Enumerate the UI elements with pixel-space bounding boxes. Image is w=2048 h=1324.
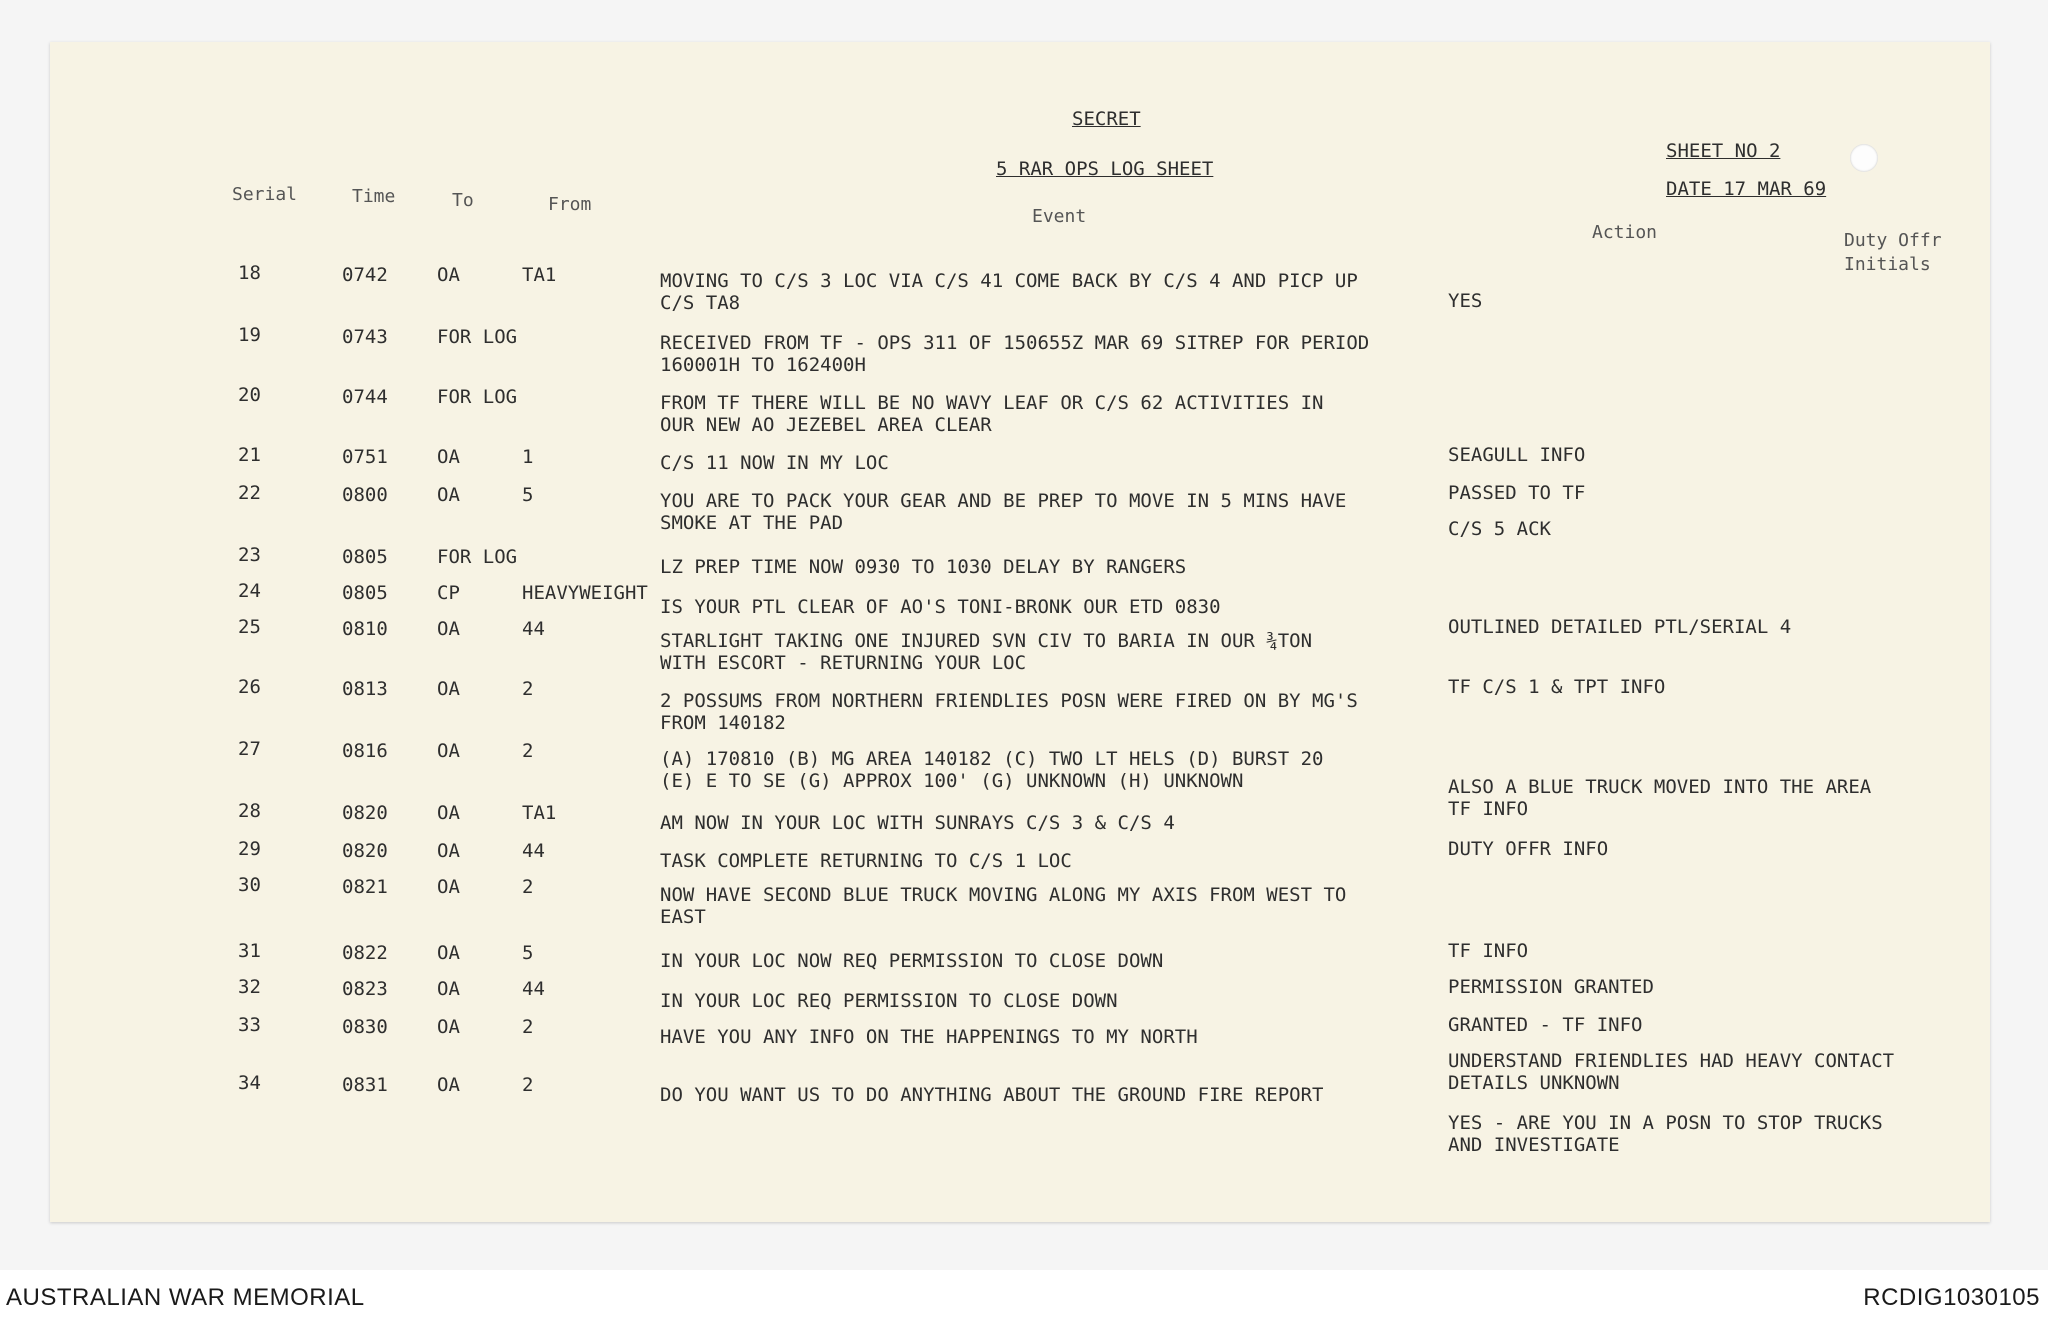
entry-to: FOR LOG [437, 546, 518, 568]
entry-event-line: RECEIVED FROM TF - OPS 311 OF 150655Z MAR 69 SITREP FOR PERIOD [660, 332, 1370, 354]
entry-to: OA [437, 876, 460, 898]
entry-action-line: TF INFO [1448, 940, 1529, 962]
entry-from: 5 [522, 484, 534, 506]
entry-to: OA [437, 840, 460, 862]
col-header-duty-offr: Duty Offr [1844, 230, 1942, 251]
entry-from: 2 [522, 1016, 534, 1038]
entry-to: OA [437, 618, 460, 640]
entry-to: OA [437, 484, 460, 506]
entry-event-line: FROM TF THERE WILL BE NO WAVY LEAF OR C/S 62 ACTIVITIES IN [660, 392, 1324, 414]
entry-event-line: DO YOU WANT US TO DO ANYTHING ABOUT THE GROUND FIRE REPORT [660, 1084, 1324, 1106]
entry-time: 0830 [342, 1016, 388, 1038]
entry-serial: 24 [238, 580, 261, 602]
col-header-from: From [548, 194, 592, 215]
entry-event-line: HAVE YOU ANY INFO ON THE HAPPENINGS TO MY NORTH [660, 1026, 1198, 1048]
entry-from: 1 [522, 446, 534, 468]
entry-time: 0823 [342, 978, 388, 1000]
entry-serial: 20 [238, 384, 261, 406]
entry-to: OA [437, 942, 460, 964]
entry-from: HEAVYWEIGHT [522, 582, 648, 604]
entry-serial: 28 [238, 800, 261, 822]
punch-hole [1850, 144, 1878, 172]
entry-from: 2 [522, 1074, 534, 1096]
entry-time: 0744 [342, 386, 388, 408]
entry-event-line: OUR NEW AO JEZEBEL AREA CLEAR [660, 414, 992, 436]
entry-time: 0805 [342, 582, 388, 604]
entry-serial: 30 [238, 874, 261, 896]
entry-action-line: AND INVESTIGATE [1448, 1134, 1620, 1156]
entry-to: FOR LOG [437, 386, 518, 408]
entry-event-line: YOU ARE TO PACK YOUR GEAR AND BE PREP TO MOVE IN 5 MINS HAVE [660, 490, 1347, 512]
entry-serial: 23 [238, 544, 261, 566]
entry-serial: 25 [238, 616, 261, 638]
entry-from: 2 [522, 740, 534, 762]
entry-from: 44 [522, 618, 545, 640]
entry-time: 0831 [342, 1074, 388, 1096]
entry-event-line: FROM 140182 [660, 712, 786, 734]
entry-serial: 33 [238, 1014, 261, 1036]
entry-event-line: C/S 11 NOW IN MY LOC [660, 452, 889, 474]
entry-to: OA [437, 264, 460, 286]
entry-from: 44 [522, 978, 545, 1000]
entry-time: 0820 [342, 802, 388, 824]
entry-action-line: SEAGULL INFO [1448, 444, 1586, 466]
col-header-action: Action [1592, 222, 1658, 243]
entry-event-line: NOW HAVE SECOND BLUE TRUCK MOVING ALONG MY AXIS FROM WEST TO [660, 884, 1347, 906]
entry-serial: 18 [238, 262, 261, 284]
sheet-date: DATE 17 MAR 69 [1666, 178, 1827, 200]
entry-event-line: C/S TA8 [660, 292, 741, 314]
col-header-time: Time [352, 186, 396, 207]
footer-record-id: RCDIG1030105 [1863, 1284, 2040, 1311]
sheet-title: 5 RAR OPS LOG SHEET [996, 158, 1214, 180]
sheet-number: SHEET NO 2 [1666, 140, 1781, 162]
entry-event-line: 2 POSSUMS FROM NORTHERN FRIENDLIES POSN WERE FIRED ON BY MG'S [660, 690, 1358, 712]
entry-action-line: UNDERSTAND FRIENDLIES HAD HEAVY CONTACT [1448, 1050, 1895, 1072]
col-header-to: To [452, 190, 474, 211]
entry-from: 44 [522, 840, 545, 862]
archive-footer [0, 1270, 2048, 1324]
entry-serial: 22 [238, 482, 261, 504]
entry-from: TA1 [522, 802, 557, 824]
entry-serial: 29 [238, 838, 261, 860]
entry-event-line: TASK COMPLETE RETURNING TO C/S 1 LOC [660, 850, 1072, 872]
entry-action-line: TF C/S 1 & TPT INFO [1448, 676, 1666, 698]
entry-event-line: IN YOUR LOC NOW REQ PERMISSION TO CLOSE DOWN [660, 950, 1164, 972]
entry-event-line: 160001H TO 162400H [660, 354, 866, 376]
entry-event-line: WITH ESCORT - RETURNING YOUR LOC [660, 652, 1027, 674]
entry-action-line: ALSO A BLUE TRUCK MOVED INTO THE AREA [1448, 776, 1872, 798]
entry-to: OA [437, 1016, 460, 1038]
entry-event-line: MOVING TO C/S 3 LOC VIA C/S 41 COME BACK BY C/S 4 AND PICP UP [660, 270, 1358, 292]
entry-event-line: AM NOW IN YOUR LOC WITH SUNRAYS C/S 3 & C/S 4 [660, 812, 1175, 834]
entry-time: 0810 [342, 618, 388, 640]
col-header-serial: Serial [232, 184, 298, 205]
entry-to: OA [437, 740, 460, 762]
entry-time: 0813 [342, 678, 388, 700]
entry-time: 0816 [342, 740, 388, 762]
entry-time: 0800 [342, 484, 388, 506]
entry-action-line: OUTLINED DETAILED PTL/SERIAL 4 [1448, 616, 1792, 638]
entry-event-line: (A) 170810 (B) MG AREA 140182 (C) TWO LT HELS (D) BURST 20 [660, 748, 1324, 770]
entry-serial: 34 [238, 1072, 261, 1094]
col-header-event: Event [1032, 206, 1087, 227]
entry-event-line: IS YOUR PTL CLEAR OF AO'S TONI-BRONK OUR ETD 0830 [660, 596, 1221, 618]
entry-to: CP [437, 582, 460, 604]
entry-action-line: GRANTED - TF INFO [1448, 1014, 1643, 1036]
entry-serial: 32 [238, 976, 261, 998]
entry-action-line: YES - ARE YOU IN A POSN TO STOP TRUCKS [1448, 1112, 1883, 1134]
entry-action-line: PERMISSION GRANTED [1448, 976, 1654, 998]
entry-to: OA [437, 446, 460, 468]
entry-from: 2 [522, 876, 534, 898]
entry-time: 0751 [342, 446, 388, 468]
entry-time: 0805 [342, 546, 388, 568]
entry-serial: 31 [238, 940, 261, 962]
entry-action-line: C/S 5 ACK [1448, 518, 1551, 540]
entry-from: 5 [522, 942, 534, 964]
entry-action-line: YES [1448, 290, 1483, 312]
entry-from: TA1 [522, 264, 557, 286]
footer-institution: AUSTRALIAN WAR MEMORIAL [6, 1284, 365, 1311]
entry-to: OA [437, 978, 460, 1000]
entry-to: OA [437, 678, 460, 700]
entry-action-line: DUTY OFFR INFO [1448, 838, 1609, 860]
entry-event-line: EAST [660, 906, 706, 928]
entry-event-line: (E) E TO SE (G) APPROX 100' (G) UNKNOWN (H) UNKNOWN [660, 770, 1244, 792]
entry-time: 0820 [342, 840, 388, 862]
entry-serial: 19 [238, 324, 261, 346]
entry-action-line: TF INFO [1448, 798, 1529, 820]
entry-action-line: DETAILS UNKNOWN [1448, 1072, 1620, 1094]
entry-serial: 27 [238, 738, 261, 760]
entry-serial: 26 [238, 676, 261, 698]
entry-time: 0743 [342, 326, 388, 348]
entry-to: FOR LOG [437, 326, 518, 348]
classification-marking: SECRET [1072, 108, 1141, 130]
entry-serial: 21 [238, 444, 261, 466]
col-header-initials: Initials [1844, 254, 1931, 275]
entry-to: OA [437, 1074, 460, 1096]
entry-event-line: IN YOUR LOC REQ PERMISSION TO CLOSE DOWN [660, 990, 1118, 1012]
entry-event-line: LZ PREP TIME NOW 0930 TO 1030 DELAY BY RANGERS [660, 556, 1187, 578]
entry-event-line: SMOKE AT THE PAD [660, 512, 844, 534]
entry-time: 0742 [342, 264, 388, 286]
entry-from: 2 [522, 678, 534, 700]
entry-time: 0822 [342, 942, 388, 964]
entry-to: OA [437, 802, 460, 824]
entry-action-line: PASSED TO TF [1448, 482, 1586, 504]
entry-time: 0821 [342, 876, 388, 898]
entry-event-line: STARLIGHT TAKING ONE INJURED SVN CIV TO BARIA IN OUR ¾TON [660, 630, 1313, 652]
